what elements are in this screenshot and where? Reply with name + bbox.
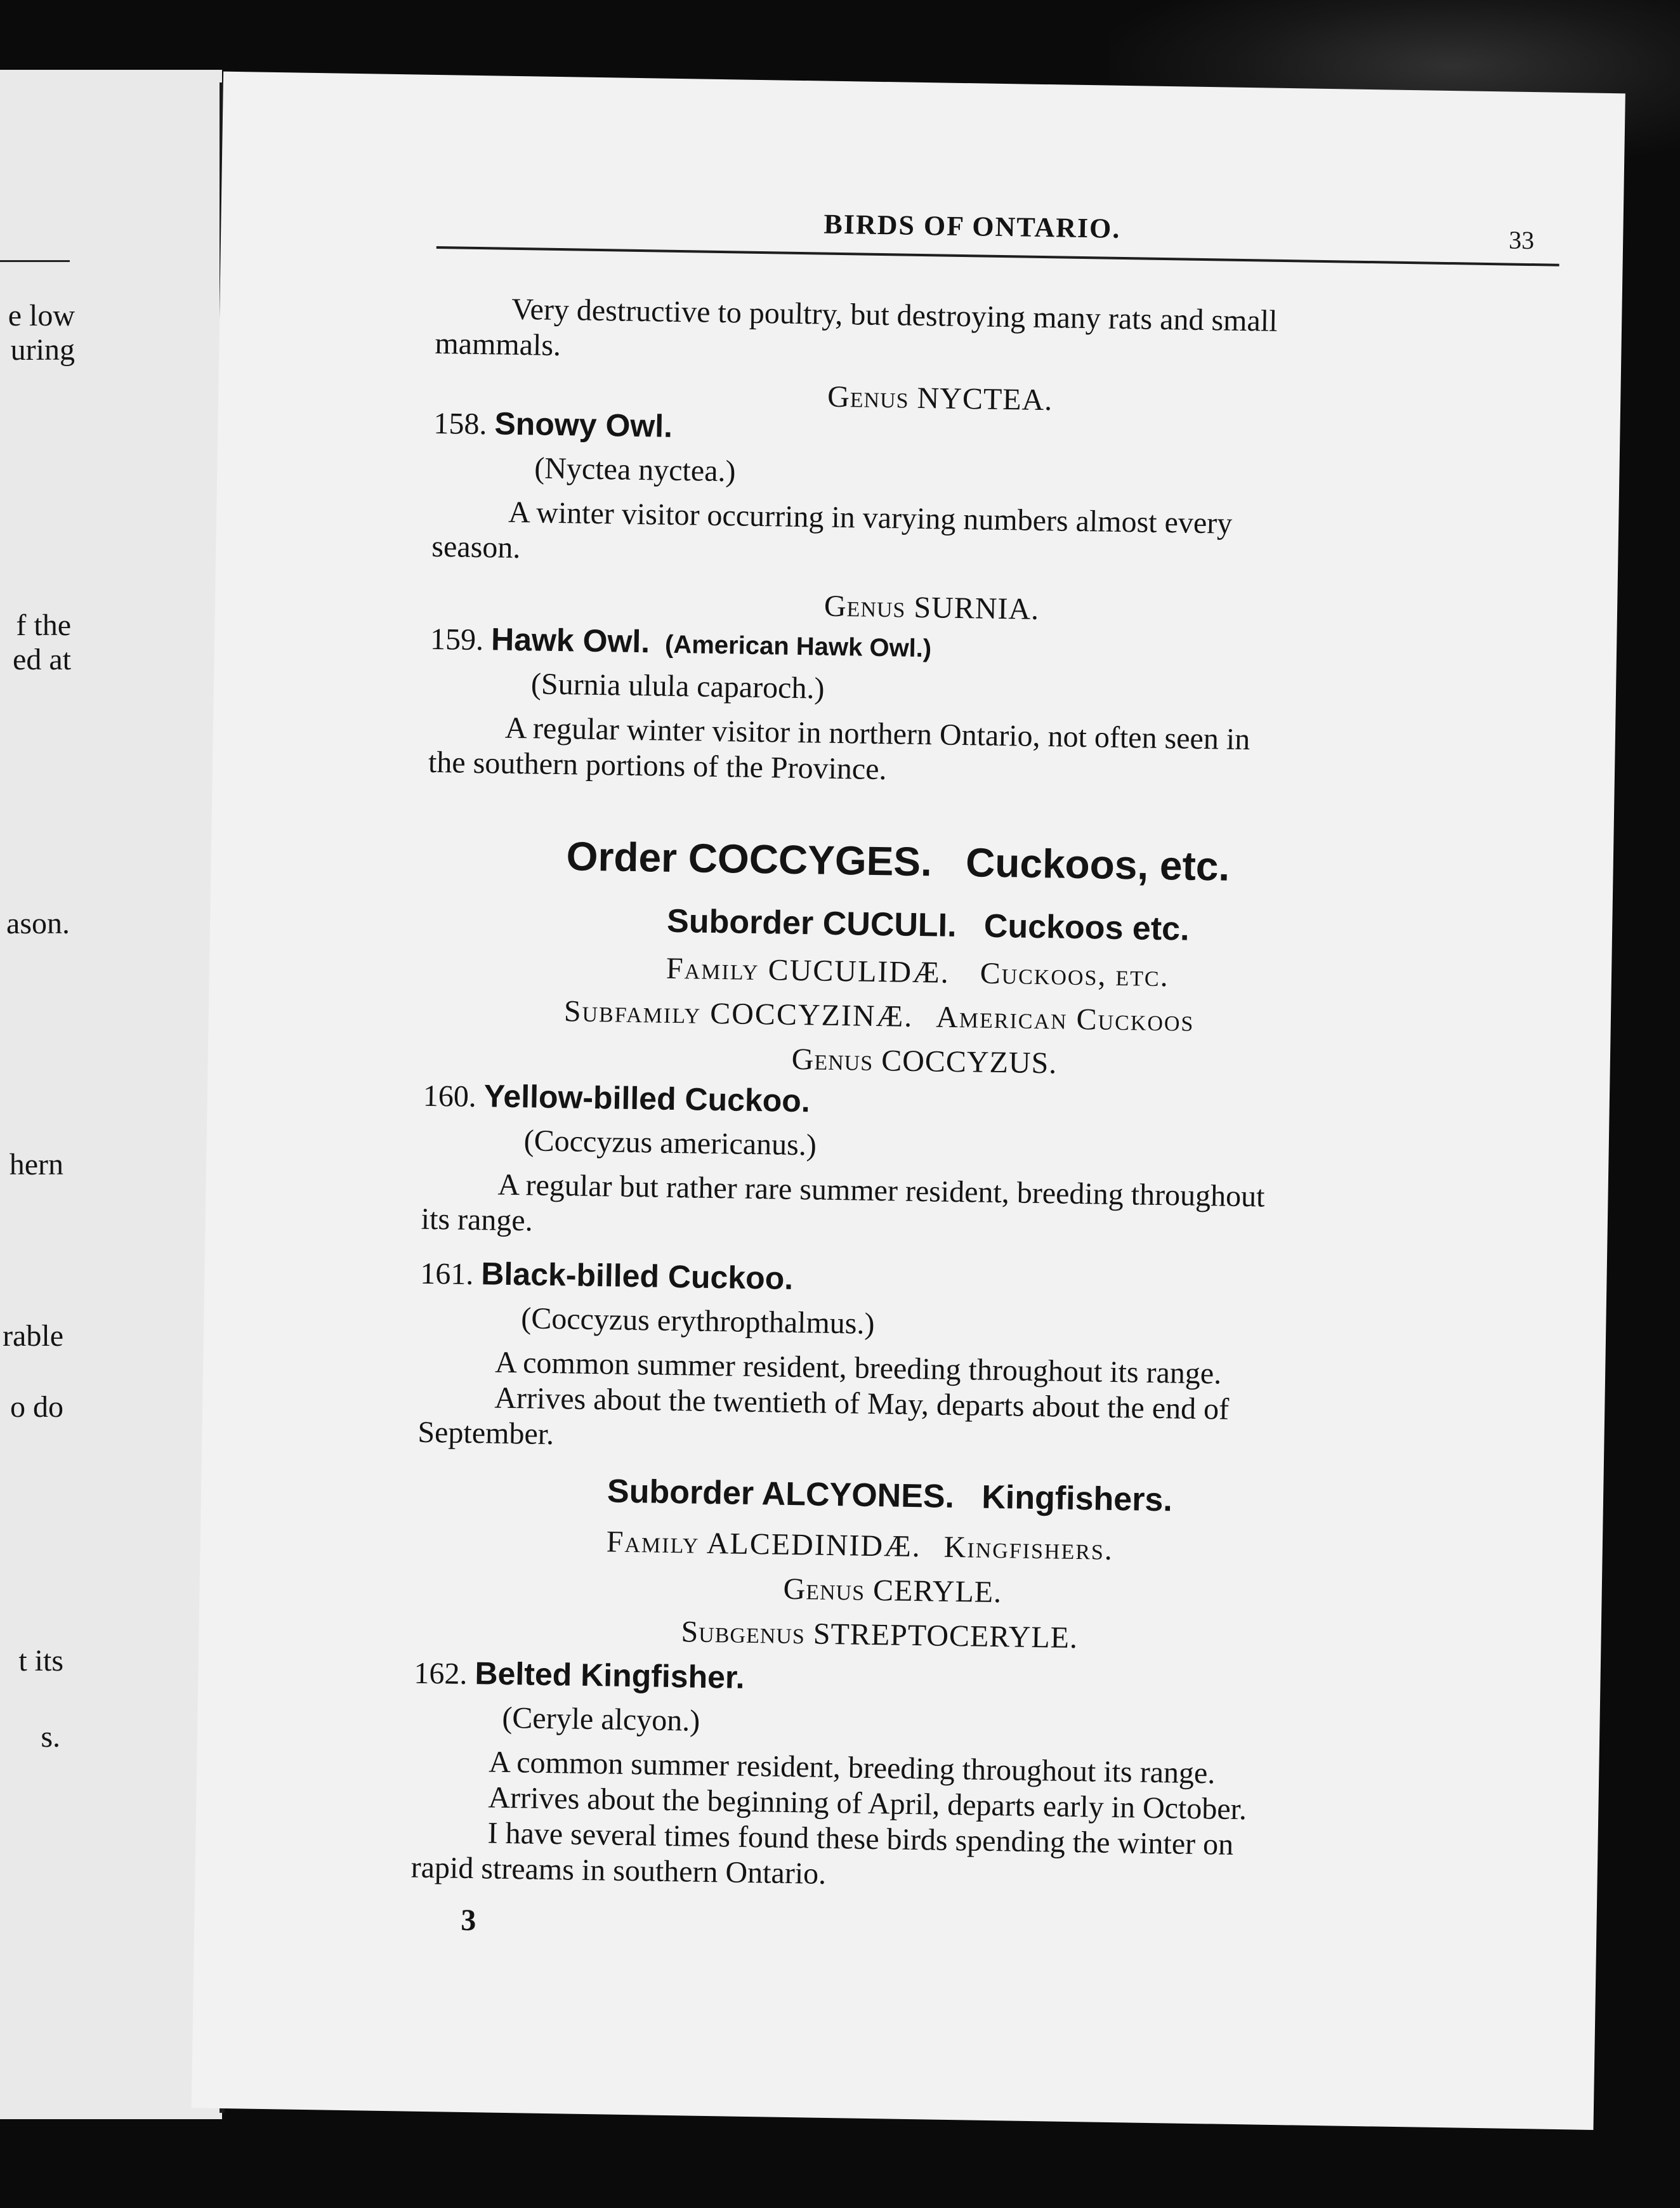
left-fragment: e low	[8, 299, 75, 332]
species-scientific-name: (Surnia ulula caparoch.)	[530, 667, 825, 706]
species-name: Hawk Owl.	[490, 621, 650, 660]
description-line: A regular but rather rare summer resident, breeding throughout	[497, 1167, 1265, 1214]
suborder-heading	[667, 904, 1190, 947]
left-fragment: uring	[10, 333, 75, 367]
book-page	[192, 72, 1625, 2130]
species-description	[428, 709, 1546, 798]
description-line: Arrives about the beginning of April, departs early in October.	[488, 1780, 1247, 1827]
species-scientific-name: (Coccyzus erythropthalmus.)	[520, 1301, 875, 1341]
description-line: A winter visitor occurring in varying numbers almost every	[508, 495, 1233, 541]
family-heading	[606, 1524, 1113, 1568]
family-common-name: Cuckoos, etc.	[980, 956, 1170, 994]
description-line: I have several times found these birds spending the winter on	[487, 1816, 1234, 1862]
species-name: Black-billed Cuckoo.	[480, 1256, 794, 1296]
family-name: Family ALCEDINIDÆ.	[606, 1525, 922, 1564]
species-name: Belted Kingfisher.	[475, 1655, 745, 1695]
suborder-name: Suborder ALCYONES.	[607, 1473, 955, 1516]
species-heading	[420, 1255, 794, 1298]
description-line: its range.	[421, 1202, 534, 1238]
left-fragment: o do	[10, 1390, 63, 1424]
left-page-rule	[0, 260, 70, 262]
species-heading	[423, 1077, 810, 1120]
left-facing-page	[0, 70, 222, 2119]
suborder-name: Suborder CUCULI.	[666, 902, 957, 944]
subgenus-heading: Subgenus STREPTOCERYLE.	[681, 1615, 1079, 1655]
left-fragment: hern	[9, 1148, 63, 1181]
species-scientific-name: (Coccyzus americanus.)	[523, 1124, 817, 1162]
species-number: 160.	[423, 1079, 477, 1114]
genus-heading: Genus COCCYZUS.	[791, 1042, 1058, 1081]
species-scientific-name: (Ceryle alcyon.)	[502, 1700, 700, 1738]
suborder-common-name: Cuckoos etc.	[983, 907, 1190, 948]
species-scientific-name: (Nyctea nyctea.)	[534, 451, 736, 489]
order-common-name: Cuckoos, etc.	[965, 839, 1230, 890]
species-description	[421, 1166, 1539, 1255]
intro-paragraph	[435, 291, 1552, 379]
species-heading	[430, 621, 932, 666]
left-fragment: s.	[41, 1720, 60, 1754]
left-fragment: ed at	[13, 643, 71, 676]
intro-line: mammals.	[435, 326, 561, 363]
description-line: season.	[431, 529, 521, 565]
subfamily-heading	[563, 994, 1194, 1039]
description-line: the southern portions of the Province.	[428, 745, 887, 787]
description-line: Arrives about the twentieth of May, departs about the end of	[494, 1381, 1230, 1426]
page-number: 33	[1508, 225, 1535, 255]
species-number: 161.	[419, 1256, 474, 1292]
species-heading	[414, 1655, 745, 1697]
species-description	[431, 494, 1549, 582]
left-fragment: ason.	[6, 907, 70, 940]
species-heading	[433, 405, 673, 445]
description-line: September.	[417, 1415, 555, 1452]
description-line: A regular winter visitor in northern Ontario, not often seen in	[504, 711, 1250, 757]
species-number: 159.	[430, 622, 484, 657]
header-rule	[436, 246, 1559, 266]
species-name: Snowy Owl.	[494, 405, 673, 444]
order-heading	[566, 833, 1230, 890]
left-fragment: f the	[16, 608, 71, 642]
species-number: 158.	[433, 406, 487, 442]
intro-line: Very destructive to poultry, but destroying many rats and small	[511, 292, 1278, 338]
genus-heading: Genus CERYLE.	[783, 1572, 1002, 1610]
suborder-heading	[607, 1473, 1173, 1518]
description-line: A common summer resident, breeding throughout its range.	[494, 1345, 1222, 1391]
family-heading	[666, 951, 1170, 994]
order-name: Order COCCYGES.	[566, 833, 933, 885]
species-description	[410, 1744, 1529, 1903]
left-fragment: t its	[18, 1644, 63, 1678]
species-description	[417, 1344, 1535, 1468]
species-number: 162.	[414, 1656, 468, 1691]
left-fragment: rable	[3, 1319, 63, 1353]
description-line: A common summer resident, breeding throughout its range.	[488, 1745, 1216, 1791]
family-common-name: Kingfishers.	[943, 1530, 1114, 1567]
running-head: BIRDS OF ONTARIO.	[824, 208, 1121, 244]
genus-heading: Genus NYCTEA.	[827, 379, 1053, 417]
species-name: Yellow-billed Cuckoo.	[483, 1078, 811, 1119]
description-line: rapid streams in southern Ontario.	[410, 1850, 827, 1891]
species-alt-name: (American Hawk Owl.)	[664, 630, 932, 663]
suborder-common-name: Kingfishers.	[981, 1478, 1173, 1519]
genus-heading: Genus SURNIA.	[824, 589, 1040, 626]
subfamily-name: Subfamily COCCYZINÆ.	[563, 994, 914, 1034]
signature-mark: 3	[460, 1903, 476, 1938]
family-name: Family CUCULIDÆ.	[666, 951, 950, 990]
subfamily-common-name: American Cuckoos	[935, 1000, 1195, 1038]
